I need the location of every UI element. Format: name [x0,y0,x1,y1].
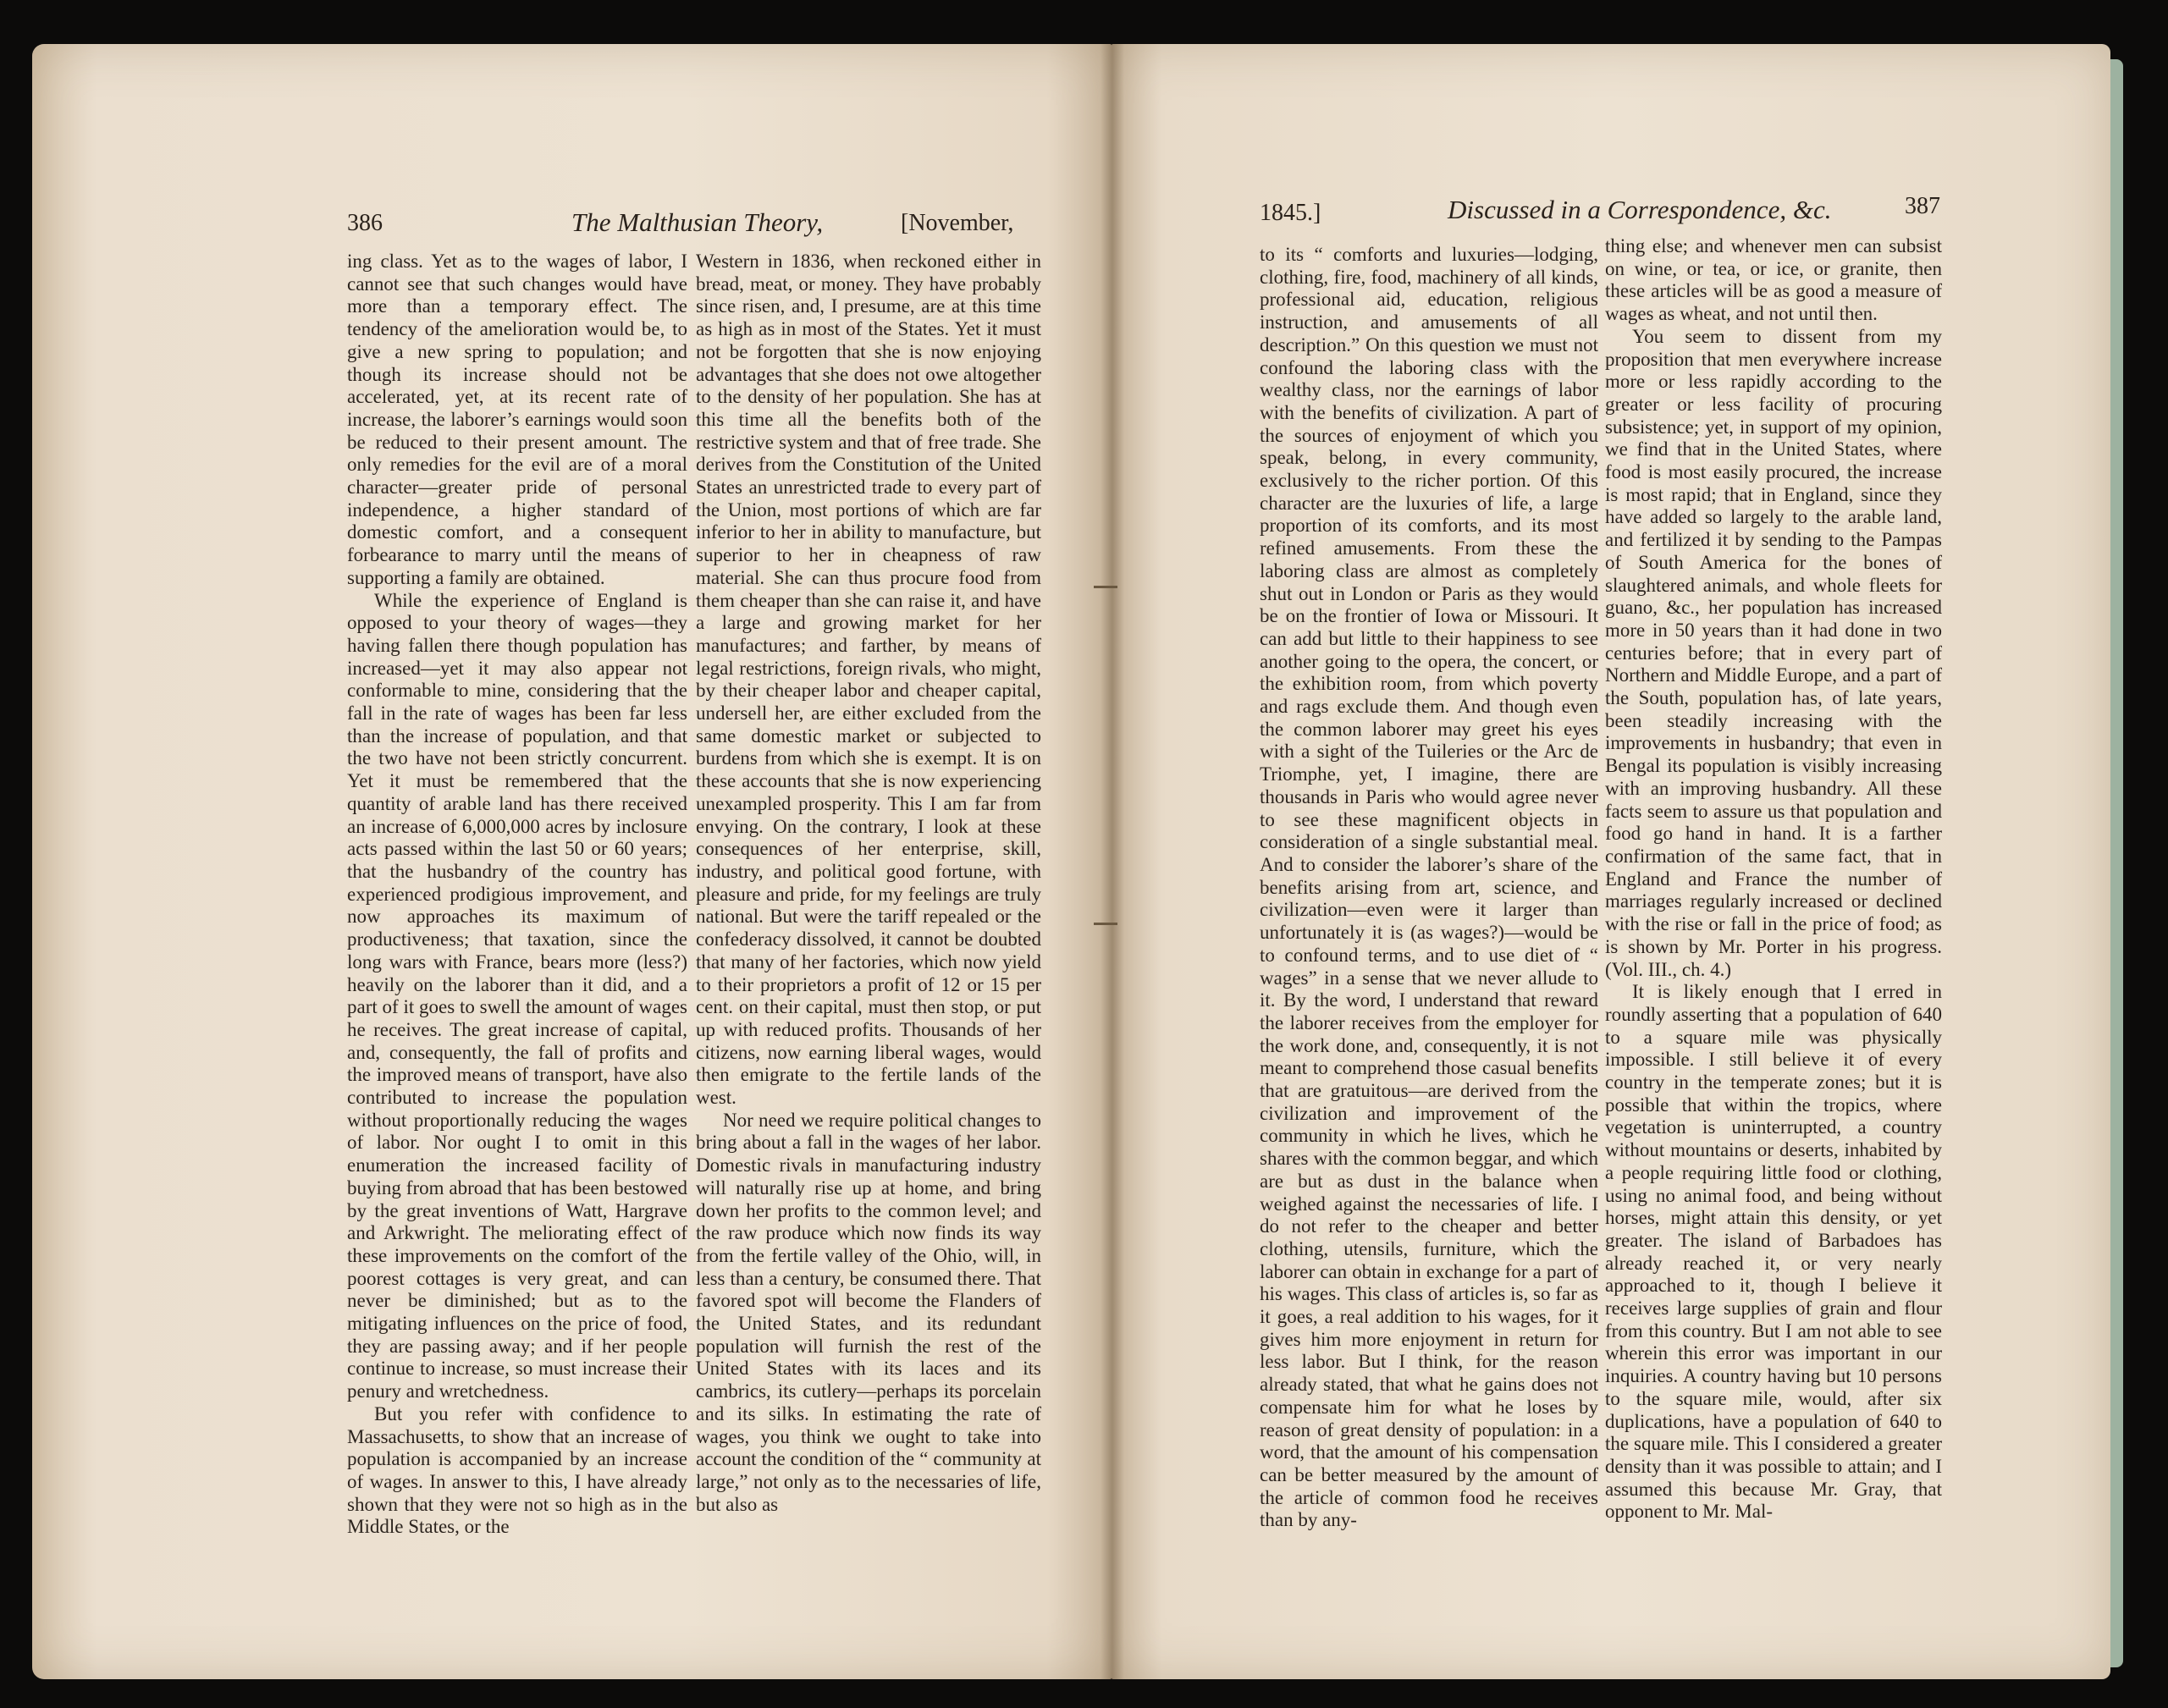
running-date: 1845.] [1260,200,1321,226]
paragraph: While the experience of England is opposed to your theory of wages—they having fallen there though population has increased—yet it may also appear not conformable to mine, considering that the fall in the rate of wages has been far less than the increase of population, and that the two have not been strictly concurrent. Yet it must be remembered that the quantity of arable land has there received an increase of 6,000,000 acres by inclosure acts passed within the last 50 or 60 years; that the husbandry of the country has experienced prodigious improvement, and now approaches its maximum of productiveness; that taxation, since the long wars with France, bears more (less?) heavily on the laborer than it did, and a part of it goes to swell the amount of wages he receives. The great increase of capital, and, consequently, the fall of profits and the improved means of transport, have also contributed to increase the population without proportionally reducing the wages of labor. Nor ought I to omit in this enumeration the increased facility of buying from abroad that has been bestowed by the great inventions of Watt, Hargrave and Arkwright. The meliorating effect of these improvements on the comfort of the poorest cottages is very great, and can never be diminished; but as to the mitigating influences on the price of food, they are passing away; and if her people continue to increase, so must increase their penury and wretchedness. [347,589,687,1402]
paragraph: Nor need we require political changes to bring about a fall in the wages of her labor. Domestic rivals in manufacturing industry will naturally rise up at home, and bring down her profits to the common level; and the raw produce which now finds its way from the fertile valley of the Ohio, will, in less than a century, be consumed there. That favored spot will become the Flanders of the United States, and its redundant population will furnish the rest of the United States with its laces and its cambrics, its cutlery—perhaps its porcelain and its silks. In estimating the rate of wages, you think we ought to take into account the condition of the “ community at large,” not only as to the necessaries of life, but also as [696,1109,1041,1515]
binding-stitch [1094,586,1117,588]
paragraph: You seem to dissent from my proposition that men everywhere increase more or less rapidly according to the greater or less facility of procuring subsistence; yet, in support of my opinion, we find that in the United States, where food is most easily procured, the increase is most rapid; that in England, since they have added so largely to the arable land, and fertilized it by sending to the Pampas of South America for the bones of slaughtered animals, and whole fleets for guano, &c., her population has increased more in 50 years than it had done in two centuries before; that in every part of Northern and Middle Europe, and a part of the South, population has, of late years, been steadily increasing with the improvements in husbandry; that even in Bengal its population is visibly increasing with an improving husbandry. All these facts seem to assure us that population and food go hand in hand. It is a farther confirmation of the same fact, that in England and France the number of marriages regularly increased or declined with the rise or fall in the price of food; as is shown by Mr. Porter in his progress. (Vol. III., ch. 4.) [1605,325,1942,980]
running-date: [November, [901,210,1014,236]
paragraph: thing else; and whenever men can subsist on wine, or tea, or ice, or granite, then these articles will be as good a measure of wages as wheat, and not until then. [1605,235,1942,325]
right-column-1 [1260,244,1598,1532]
binding-stitch [1094,923,1117,925]
left-column-1 [347,251,687,1539]
paragraph: to its “ comforts and luxuries—lodging, clothing, fire, food, machinery of all kinds, professional aid, education, religious instruction, and amusements of all description.” On this question we must not confound the laboring class with the wealthy class, nor the earnings of labor with the benefits of civilization. A part of the sources of enjoyment of which you speak, belong, in every community, exclusively to the richer portion. Of this character are the luxuries of life, a large proportion of its comforts, and its most refined amusements. From these the laboring class are almost as completely shut out in London or Paris as they would be on the frontier of Iowa or Missouri. It can add but little to their happiness to see another going to the opera, the concert, or the exhibition room, from which poverty and rags exclude them. And though even the common laborer may greet his eyes with a sight of the Tuileries or the Arc de Triomphe, yet, I imagine, there are thousands in Paris who would agree never to see these magnificent objects in consideration of a single substantial meal. And to consider the laborer’s share of the benefits arising from art, science, and civilization—even were it larger than unfortunately it is (as wages?)—would be to confound terms, and to use diet of “ wages” in a sense that we never allude to it. By the word, I understand that reward the laborer receives from the employer for the work done, and, consequently, it is not meant to comprehend those casual benefits that are gratuitous—are derived from the civilization and improvement of the community in which he lives, which he shares with the common beggar, and which are but as dust in the balance when weighed against the necessaries of life. I do not refer to the cheaper and better clothing, utensils, furniture, which the laborer can obtain in exchange for a part of his wages. This class of articles is, so far as it goes, a real addition to his wages, for it gives him more enjoyment in return for less labor. But I think, for the reason already stated, that what he gains does not compensate him for what he loses by reason of great density of population: in a word, that the amount of his compensation can be better measured by the amount of the article of common food he receives than by any- [1260,244,1598,1531]
paragraph: ing class. Yet as to the wages of labor, I cannot see that such changes would have more than a temporary effect. The tendency of the amelioration would be, to give a new spring to population; and though its increase should not be accelerated, yet, at its recent rate of increase, the laborer’s earnings would soon be reduced to their present amount. The only remedies for the evil are of a moral character—greater pride of personal independence, a higher standard of domestic comfort, and a consequent forbearance to marry until the means of supporting a family are obtained. [347,251,687,588]
right-column-2 [1605,235,1942,1523]
paragraph: It is likely enough that I erred in roundly asserting that a population of 640 to a square mile was physically impossible. I still believe it of every country in the temperate zones; but it is possible that within the tropics, where vegetation is uninterrupted, a country without mountains or deserts, inhabited by a people requiring little food or clothing, using no animal food, and being without horses, might attain this density, or yet greater. The island of Barbadoes has already reached it, or very nearly approached to it, though I believe it receives large supplies of grain and flour from this country. But I am not able to see wherein this error was important in our inquiries. A country having but 10 persons to the square mile, would, after six duplications, have a population of 640 to the square mile. This I considered a greater density than it was possible to attain; and I assumed this because Mr. Gray, that opponent to Mr. Mal- [1605,981,1942,1523]
left-column-2 [696,251,1041,1516]
paragraph: But you refer with confidence to Massachusetts, to show that an increase of population is accompanied by an increase of wages. In answer to this, I have already shown that they were not so high as in the Middle States, or the [347,1402,687,1538]
running-title: Discussed in a Correspondence, &c. [1448,195,1832,224]
running-title: The Malthusian Theory, [571,207,824,237]
book-gutter [1101,44,1124,1679]
page-number: 386 [347,210,383,236]
page-number: 387 [1905,193,1940,219]
paragraph: Western in 1836, when reckoned either in bread, meat, or money. They have probably since risen, and, I presume, are at this time as high as in most of the States. Yet it must not be forgotten that she is now enjoying advantages that she does not owe altogether to the density of her population. She has at this time all the benefits both of the restrictive system and that of free trade. She derives from the Constitution of the United States an unrestricted trade to every part of the Union, most portions of which are far inferior to her in ability to manufacture, but superior to her in cheapness of raw material. She can thus procure food from them cheaper than she can raise it, and have a large and growing market for her manufactures; and farther, by means of legal restrictions, foreign rivals, who might, by their cheaper labor and cheaper capital, undersell her, are either excluded from the same domestic market or subjected to burdens from which she is exempt. It is on these accounts that she is now experiencing unexampled prosperity. This I am far from envying. On the contrary, I look at these consequences of her enterprise, skill, industry, and political good fortune, with pleasure and pride, for my feelings are truly national. But were the tariff repealed or the confederacy dissolved, it cannot be doubted that many of her factories, which now yield to their proprietors a profit of 12 or 15 per cent. on their capital, must then stop, or put up with reduced profits. Thousands of her citizens, now earning liberal wages, would then emigrate to the fertile lands of the west. [696,251,1041,1109]
